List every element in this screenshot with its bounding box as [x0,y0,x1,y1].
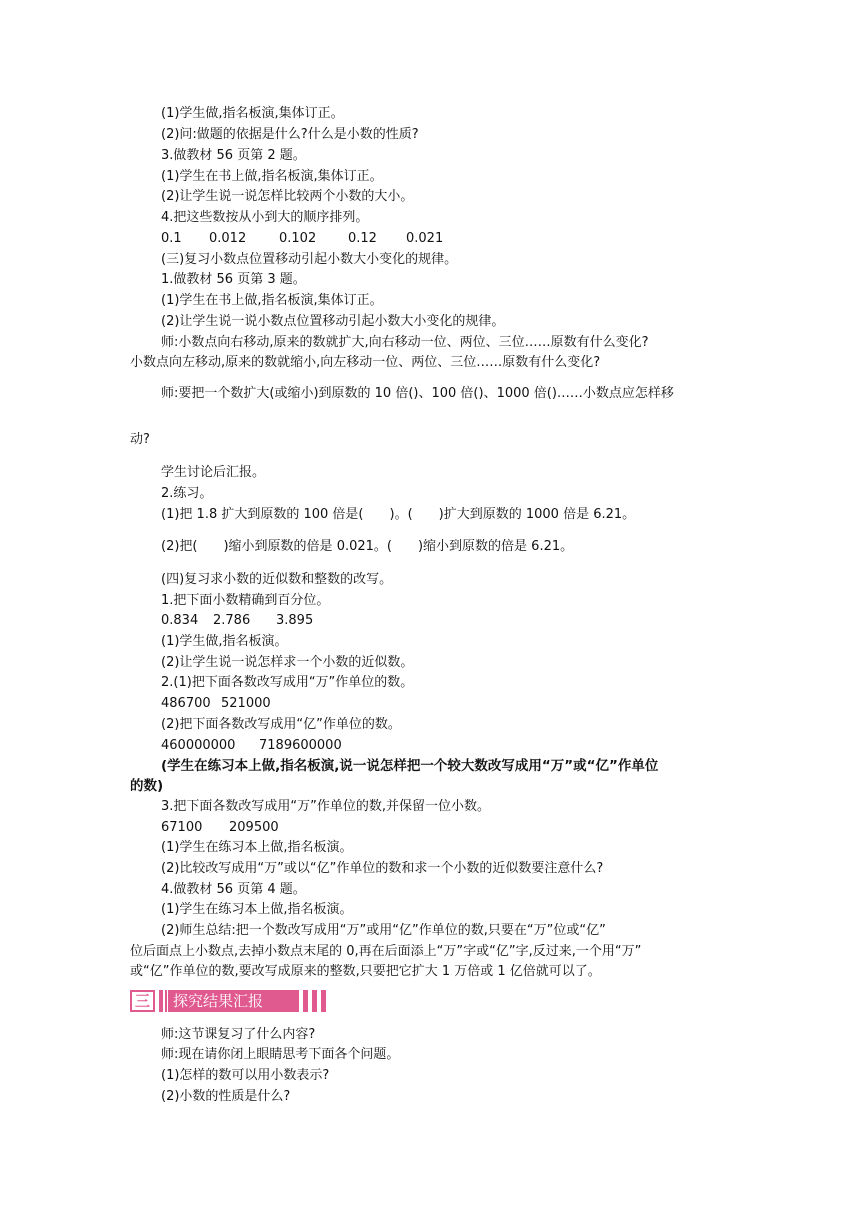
text-line: (2)师生总结:把一个数改写成用“万”或用“亿”作单位的数,只要在“万”位或“亿” [161,923,606,938]
number-value: 67100 [161,820,203,835]
text-line: (2)让学生说一说小数点位置移动引起小数大小变化的规律。 [161,314,505,329]
decorative-stripe [312,990,317,1012]
decorative-stripe [303,990,308,1012]
bold-text-line: 的数) [130,778,164,794]
number-value: 0.102 [279,231,317,246]
number-value: 209500 [229,820,279,835]
text-line: (2)把( )缩小到原数的倍是 0.021。( )缩小到原数的倍是 6.21。 [161,539,574,554]
section-title-text: 探究结果汇报 [173,992,264,1010]
text-line: 学生讨论后汇报。 [161,465,266,480]
text-line: 1.把下面小数精确到百分位。 [161,593,330,608]
text-line: 3.做教材 56 页第 2 题。 [161,148,306,163]
text-line: (2)比较改写成用“万”或以“亿”作单位的数和求一个小数的近似数要注意什么? [161,861,604,876]
text-line: 师:这节课复习了什么内容? [161,1027,316,1042]
text-line: 2.(1)把下面各数改写成用“万”作单位的数。 [161,675,414,690]
number-value: 0.012 [209,231,247,246]
text-line: (1)学生在书上做,指名板演,集体订正。 [161,169,383,184]
text-line: (四)复习求小数的近似数和整数的改写。 [161,572,393,587]
number-value: 521000 [221,696,271,711]
text-line: (2)让学生说一说怎样求一个小数的近似数。 [161,655,414,670]
text-line: 动? [130,432,150,447]
number-value: 0.1 [161,231,182,246]
text-line: (1)把 1.8 扩大到原数的 100 倍是( )。( )扩大到原数的 1000 倍是 6.21。 [161,507,636,522]
number-value: 460000000 [161,738,236,753]
text-line: (2)小数的性质是什么? [161,1089,291,1104]
text-line: 位后面点上小数点,去掉小数点末尾的 0,再在后面添上“万”字或“亿”字,反过来,一个用“万” [130,944,642,959]
number-row-wan [161,694,271,714]
text-line: 师:小数点向右移动,原来的数就扩大,向右移动一位、两位、三位……原数有什么变化? [161,335,649,350]
text-line: (三)复习小数点位置移动引起小数大小变化的规律。 [161,252,458,267]
number-row-wan2 [161,818,279,838]
number-value: 0.021 [406,231,444,246]
number-value: 0.834 [161,613,199,628]
text-line: 2.练习。 [161,486,213,501]
text-line: 4.做教材 56 页第 4 题。 [161,882,306,897]
text-line: 4.把这些数按从小到大的顺序排列。 [161,210,369,225]
text-line: (1)怎样的数可以用小数表示? [161,1068,330,1083]
text-line: (1)学生做,指名板演,集体订正。 [161,106,344,121]
text-line: (1)学生做,指名板演。 [161,634,288,649]
number-row-round [161,611,313,631]
text-line: (1)学生在练习本上做,指名板演。 [161,902,353,917]
number-value: 2.786 [213,613,251,628]
section-number: 三 [130,990,155,1012]
text-line: (1)学生在练习本上做,指名板演。 [161,840,353,855]
section-title [159,990,299,1012]
number-value: 3.895 [276,613,314,628]
text-line: 3.把下面各数改写成用“万”作单位的数,并保留一位小数。 [161,799,491,814]
text-line: (1)学生在书上做,指名板演,集体订正。 [161,293,383,308]
decorative-stripe [321,990,326,1012]
number-value: 7189600000 [259,738,342,753]
number-row-sort [161,229,443,249]
text-line: 小数点向左移动,原来的数就缩小,向左移动一位、两位、三位……原数有什么变化? [130,355,601,370]
section-header [130,990,328,1012]
text-line: 或“亿”作单位的数,要改写成原来的整数,只要把它扩大 1 万倍或 1 亿倍就可以了。 [130,964,601,979]
number-row-yi [161,736,342,756]
bold-text-line: (学生在练习本上做,指名板演,说一说怎样把一个较大数改写成用“万”或“亿”作单位 [161,758,659,774]
text-line: (2)问:做题的依据是什么?什么是小数的性质? [161,127,419,142]
number-value: 0.12 [348,231,377,246]
number-value: 486700 [161,696,211,711]
text-line: 师:现在请你闭上眼睛思考下面各个问题。 [161,1047,400,1062]
text-line: (2)让学生说一说怎样比较两个小数的大小。 [161,189,414,204]
text-line: 1.做教材 56 页第 3 题。 [161,272,306,287]
text-line: (2)把下面各数改写成用“亿”作单位的数。 [161,717,401,732]
text-line: 师:要把一个数扩大(或缩小)到原数的 10 倍()、100 倍()、1000 倍()……小数点应怎样移 [161,386,674,401]
